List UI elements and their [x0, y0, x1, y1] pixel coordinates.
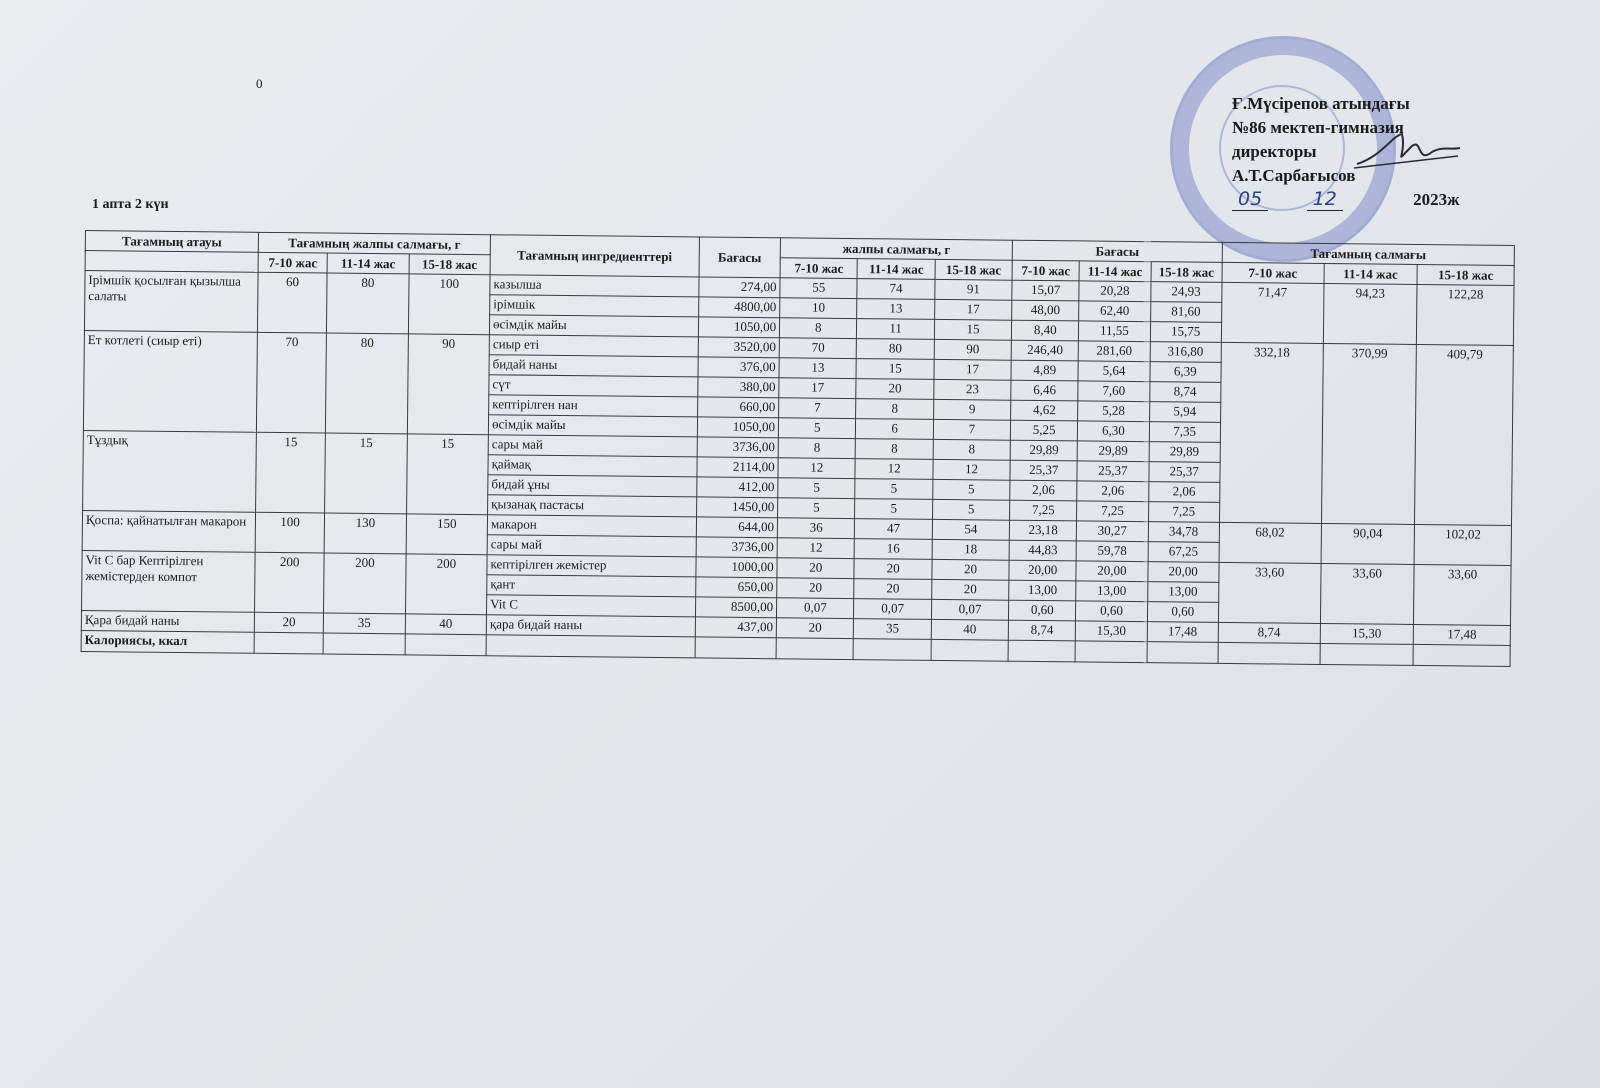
- header-total-weight: жалпы салмағы, г: [780, 238, 1012, 260]
- ingredient-cost: 6,46: [1011, 380, 1078, 401]
- ingredient-cost: 0,60: [1076, 601, 1147, 622]
- dish-gross-weight: 15: [406, 434, 488, 515]
- dish-total-weight: 33,60: [1414, 564, 1511, 625]
- ingredient-price: 1050,00: [698, 317, 780, 338]
- ingredient-cost: 17,48: [1147, 622, 1218, 643]
- dish-name: Тұздық: [83, 430, 257, 512]
- ingredient-weight: 20: [777, 578, 855, 599]
- ingredient-cost: 5,64: [1078, 361, 1149, 382]
- ingredient-cost: 67,25: [1148, 542, 1219, 563]
- ingredient-weight: 6: [856, 419, 934, 440]
- ingredient-weight: 20: [856, 379, 934, 400]
- calories-cell: [486, 635, 695, 658]
- ingredient-weight: 18: [932, 539, 1010, 560]
- dish-total-weight: 370,99: [1321, 343, 1417, 524]
- ingredient-name: сүт: [489, 375, 698, 397]
- ingredient-cost: 25,37: [1077, 461, 1148, 482]
- ingredient-cost: 20,00: [1147, 562, 1218, 583]
- calories-cell: [931, 639, 1009, 661]
- ingredient-cost: 20,28: [1079, 281, 1150, 302]
- ingredient-cost: 281,60: [1079, 341, 1150, 362]
- calories-cell: [1008, 640, 1075, 662]
- dish-name: Vit C бар Кептірілген жемістерден компот: [82, 550, 256, 612]
- ingredient-name: бидай ұны: [488, 475, 697, 497]
- ingredient-price: 2114,00: [697, 457, 779, 478]
- ingredient-cost: 6,30: [1078, 421, 1149, 442]
- dish-gross-weight: 15: [256, 432, 326, 513]
- header-dish-name: Тағамның атауы: [85, 231, 258, 253]
- calories-cell: [1413, 644, 1510, 666]
- dish-gross-weight: 200: [255, 552, 325, 613]
- ingredient-weight: 5: [778, 498, 856, 519]
- calories-cell: [854, 639, 932, 661]
- ingredient-name: сары май: [488, 435, 697, 457]
- ingredient-price: 1050,00: [697, 417, 779, 438]
- dish-gross-weight: 35: [324, 613, 406, 634]
- ingredient-cost: 2,06: [1077, 481, 1148, 502]
- ingredient-cost: 25,37: [1010, 460, 1077, 481]
- ingredient-name: қызанақ пастасы: [488, 495, 697, 517]
- ingredient-name: сары май: [487, 535, 696, 557]
- header-weight-age-15-18: 15-18 жас: [935, 259, 1013, 280]
- header-weight-age-11-14: 11-14 жас: [858, 259, 936, 280]
- ingredient-weight: 8: [856, 439, 934, 460]
- dish-total-weight: 33,60: [1320, 563, 1414, 624]
- menu-table: [81, 230, 1515, 667]
- ingredient-weight: 91: [935, 279, 1013, 300]
- date-day: 05: [1232, 188, 1268, 211]
- ingredient-weight: 0,07: [777, 598, 855, 619]
- ingredient-weight: 12: [778, 458, 856, 479]
- header-cost-age-15-18: 15-18 жас: [1151, 262, 1222, 283]
- ingredient-cost: 316,80: [1150, 342, 1221, 363]
- ingredient-name: кептірілген нан: [489, 395, 698, 417]
- dish-total-weight: 68,02: [1219, 522, 1321, 563]
- ingredient-price: 412,00: [696, 477, 778, 498]
- ingredient-price: 650,00: [695, 577, 777, 598]
- director-signature: [1352, 126, 1462, 176]
- ingredient-price: 376,00: [698, 357, 780, 378]
- ingredient-weight: 17: [779, 378, 857, 399]
- ingredient-weight: 7: [779, 398, 857, 419]
- ingredient-weight: 20: [932, 559, 1010, 580]
- header-age-15-18: 15-18 жас: [409, 254, 491, 275]
- ingredient-name: макарон: [487, 515, 696, 537]
- ingredient-price: 274,00: [699, 277, 781, 298]
- approval-line-2: №86 мектеп-гимназия: [1232, 118, 1404, 137]
- calories-cell: [323, 633, 405, 655]
- ingredient-weight: 5: [932, 499, 1010, 520]
- ingredient-cost: 30,27: [1077, 521, 1148, 542]
- ingredient-weight: 5: [778, 478, 856, 499]
- ingredient-cost: 2,06: [1148, 482, 1219, 503]
- ingredient-cost: 24,93: [1150, 282, 1221, 303]
- ingredient-weight: 12: [933, 459, 1011, 480]
- ingredient-price: 8500,00: [695, 597, 777, 618]
- dish-gross-weight: 200: [405, 554, 487, 615]
- ingredient-weight: 35: [854, 619, 932, 640]
- ingredient-cost: 7,25: [1010, 500, 1077, 521]
- ingredient-cost: 5,28: [1078, 401, 1149, 422]
- calories-cell: [1075, 641, 1146, 663]
- ingredient-cost: 23,18: [1009, 520, 1076, 541]
- header-dishw-age-11-14: 11-14 жас: [1324, 263, 1418, 284]
- ingredient-price: 3520,00: [698, 337, 780, 358]
- day-label: 1 апта 2 күн: [92, 197, 169, 212]
- dish-gross-weight: 90: [407, 334, 489, 435]
- ingredient-weight: 7: [933, 419, 1011, 440]
- approval-line-1: Ғ.Мүсірепов атындағы: [1232, 94, 1410, 113]
- dish-gross-weight: 150: [406, 514, 488, 555]
- ingredient-weight: 8: [933, 439, 1011, 460]
- header-cost-age-7-10: 7-10 жас: [1012, 260, 1079, 281]
- page-mark: 0: [256, 76, 263, 91]
- ingredient-weight: 13: [857, 299, 935, 320]
- ingredient-weight: 12: [777, 538, 855, 559]
- header-price: Бағасы: [699, 237, 781, 278]
- date-year: 2023ж: [1413, 190, 1460, 209]
- ingredient-name: қара бидай наны: [486, 615, 695, 637]
- ingredient-weight: 17: [934, 359, 1012, 380]
- dish-total-weight: 15,30: [1320, 623, 1414, 644]
- ingredient-price: 380,00: [697, 377, 779, 398]
- header-dish-weight: Тағамның салмағы: [1222, 242, 1514, 265]
- calories-cell: [695, 637, 777, 659]
- dish-gross-weight: 20: [254, 612, 323, 633]
- ingredient-cost: 4,89: [1011, 360, 1078, 381]
- ingredient-cost: 6,39: [1150, 362, 1221, 383]
- ingredient-weight: 20: [777, 558, 855, 579]
- ingredient-cost: 8,40: [1012, 320, 1079, 341]
- ingredient-cost: 0,60: [1009, 600, 1076, 621]
- ingredient-cost: 7,60: [1078, 381, 1149, 402]
- ingredient-cost: 59,78: [1076, 541, 1147, 562]
- ingredient-weight: 9: [933, 399, 1011, 420]
- ingredient-weight: 40: [931, 619, 1009, 640]
- ingredient-cost: 34,78: [1148, 522, 1219, 543]
- header-ingredients: Тағамның ингредиенттері: [490, 235, 699, 277]
- ingredient-weight: 55: [780, 278, 858, 299]
- dish-total-weight: 8,74: [1218, 622, 1320, 643]
- ingredient-cost: 11,55: [1079, 321, 1150, 342]
- header-dishw-age-15-18: 15-18 жас: [1417, 264, 1514, 285]
- ingredient-cost: 29,89: [1077, 441, 1148, 462]
- ingredient-cost: 13,00: [1147, 582, 1218, 603]
- ingredient-weight: 74: [857, 279, 935, 300]
- ingredient-weight: 10: [780, 298, 858, 319]
- dish-gross-weight: 100: [408, 274, 490, 335]
- ingredient-weight: 20: [776, 618, 854, 639]
- ingredient-weight: 15: [934, 319, 1012, 340]
- ingredient-price: 1450,00: [696, 497, 778, 518]
- ingredient-cost: 44,83: [1009, 540, 1076, 561]
- calories-label: Калориясы, ккал: [81, 630, 254, 653]
- dish-gross-weight: 60: [257, 272, 327, 333]
- dish-gross-weight: 40: [405, 614, 487, 635]
- ingredient-cost: 81,60: [1150, 302, 1221, 323]
- ingredient-price: 437,00: [695, 617, 777, 638]
- ingredient-weight: 5: [778, 418, 856, 439]
- header-weight-age-7-10: 7-10 жас: [780, 258, 858, 279]
- dish-gross-weight: 200: [324, 553, 406, 614]
- ingredient-cost: 29,89: [1149, 442, 1220, 463]
- ingredient-weight: 0,07: [931, 599, 1009, 620]
- header-blank: [85, 251, 258, 273]
- ingredient-weight: 20: [931, 579, 1009, 600]
- dish-total-weight: 94,23: [1323, 283, 1417, 344]
- header-dishw-age-7-10: 7-10 жас: [1222, 262, 1324, 283]
- ingredient-name: кептірілген жемістер: [487, 555, 696, 577]
- calories-cell: [776, 638, 854, 660]
- dish-total-weight: 90,04: [1321, 523, 1415, 564]
- ingredient-cost: 5,25: [1011, 420, 1078, 441]
- ingredient-cost: 15,75: [1150, 322, 1221, 343]
- dish-total-weight: 102,02: [1414, 524, 1511, 565]
- ingredient-weight: 13: [779, 358, 857, 379]
- ingredient-name: ірімшік: [490, 295, 699, 317]
- ingredient-weight: 11: [857, 319, 935, 340]
- approval-line-4: А.Т.Сарбағысов: [1232, 166, 1356, 185]
- ingredient-name: қаймақ: [488, 455, 697, 477]
- ingredient-cost: 246,40: [1011, 340, 1078, 361]
- ingredient-weight: 36: [777, 518, 855, 539]
- dish-gross-weight: 80: [327, 273, 409, 334]
- header-cost: Бағасы: [1012, 240, 1222, 262]
- approval-date: [1232, 188, 1459, 210]
- ingredient-weight: 20: [854, 559, 932, 580]
- ingredient-cost: 8,74: [1149, 382, 1220, 403]
- ingredient-weight: 5: [855, 479, 933, 500]
- ingredient-weight: 47: [855, 519, 933, 540]
- ingredient-cost: 29,89: [1010, 440, 1077, 461]
- ingredient-weight: 5: [855, 499, 933, 520]
- ingredient-cost: 5,94: [1149, 402, 1220, 423]
- header-age-11-14: 11-14 жас: [327, 253, 409, 274]
- ingredient-cost: 13,00: [1009, 580, 1076, 601]
- ingredient-cost: 62,40: [1079, 301, 1150, 322]
- ingredient-weight: 80: [857, 339, 935, 360]
- dish-gross-weight: 15: [325, 433, 407, 514]
- ingredient-cost: 13,00: [1076, 581, 1147, 602]
- ingredient-name: Vit C: [487, 595, 696, 617]
- ingredient-cost: 8,74: [1008, 620, 1075, 641]
- ingredient-cost: 2,06: [1010, 480, 1077, 501]
- ingredient-weight: 16: [855, 539, 933, 560]
- ingredient-cost: 7,25: [1077, 501, 1148, 522]
- dish-gross-weight: 70: [256, 332, 326, 433]
- header-cost-age-11-14: 11-14 жас: [1079, 261, 1150, 282]
- ingredient-weight: 12: [855, 459, 933, 480]
- ingredient-cost: 15,07: [1012, 280, 1079, 301]
- ingredient-name: бидай наны: [489, 355, 698, 377]
- ingredient-name: өсімдік майы: [488, 415, 697, 437]
- ingredient-price: 660,00: [697, 397, 779, 418]
- dish-total-weight: 33,60: [1218, 562, 1320, 623]
- approval-line-3: директоры: [1232, 142, 1317, 161]
- ingredient-weight: 54: [932, 519, 1010, 540]
- ingredient-cost: 4,62: [1011, 400, 1078, 421]
- header-gross-weight: Тағамның жалпы салмағы, г: [258, 232, 490, 254]
- ingredient-weight: 8: [778, 438, 856, 459]
- dish-name: Қара бидай наны: [81, 610, 254, 632]
- ingredient-name: сиыр еті: [489, 335, 698, 357]
- calories-cell: [254, 632, 323, 654]
- ingredient-price: 1000,00: [696, 557, 778, 578]
- ingredient-weight: 17: [934, 299, 1012, 320]
- ingredient-cost: 20,00: [1076, 561, 1147, 582]
- dish-total-weight: 17,48: [1413, 624, 1510, 645]
- dish-total-weight: 409,79: [1415, 344, 1514, 525]
- ingredient-name: өсімдік майы: [489, 315, 698, 337]
- calories-cell: [405, 634, 487, 656]
- ingredient-price: 644,00: [696, 517, 778, 538]
- ingredient-cost: 48,00: [1012, 300, 1079, 321]
- menu-body: [81, 271, 1514, 667]
- dish-total-weight: 122,28: [1417, 284, 1514, 345]
- dish-gross-weight: 80: [326, 333, 408, 434]
- ingredient-weight: 5: [933, 479, 1011, 500]
- calories-cell: [1147, 642, 1218, 664]
- date-month: 12: [1307, 188, 1343, 211]
- ingredient-price: 3736,00: [696, 537, 778, 558]
- dish-name: Ірімшік қосылған қызылша салаты: [84, 271, 258, 333]
- dish-gross-weight: 100: [255, 512, 325, 553]
- ingredient-weight: 20: [854, 579, 932, 600]
- dish-total-weight: 332,18: [1219, 342, 1323, 523]
- ingredient-name: қант: [487, 575, 696, 597]
- ingredient-weight: 70: [779, 338, 857, 359]
- ingredient-price: 4800,00: [698, 297, 780, 318]
- ingredient-cost: 25,37: [1148, 462, 1219, 483]
- ingredient-cost: 20,00: [1009, 560, 1076, 581]
- calories-cell: [1320, 643, 1414, 665]
- ingredient-cost: 0,60: [1147, 602, 1218, 623]
- ingredient-cost: 7,35: [1149, 422, 1220, 443]
- ingredient-weight: 90: [934, 339, 1012, 360]
- header-age-7-10: 7-10 жас: [258, 252, 327, 273]
- ingredient-weight: 8: [856, 399, 934, 420]
- dish-name: Қоспа: қайнатылған макарон: [82, 510, 255, 552]
- ingredient-name: казылша: [490, 275, 699, 297]
- ingredient-weight: 0,07: [854, 599, 932, 620]
- ingredient-price: 3736,00: [697, 437, 779, 458]
- ingredient-cost: 7,25: [1148, 502, 1219, 523]
- dish-name: Ет котлеті (сиыр еті): [83, 330, 257, 432]
- ingredient-weight: 23: [934, 379, 1012, 400]
- ingredient-weight: 15: [856, 359, 934, 380]
- dish-total-weight: 71,47: [1221, 282, 1323, 343]
- dish-gross-weight: 130: [324, 513, 406, 554]
- ingredient-weight: 8: [780, 318, 858, 339]
- ingredient-cost: 15,30: [1076, 621, 1147, 642]
- calories-cell: [1218, 642, 1320, 664]
